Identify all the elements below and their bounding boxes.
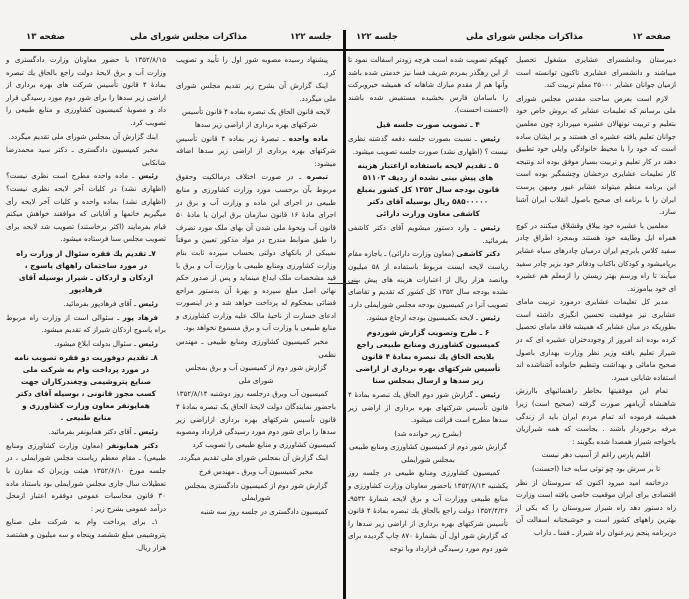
left-page-column-right — [176, 54, 336, 519]
paragraph — [348, 312, 508, 325]
paragraph-text: مخبر کمیسیون دادگستری ـ دکتر سید محمدرضا شانکابی — [6, 145, 166, 167]
paragraph — [6, 426, 166, 439]
paragraph-text: مدیر کل تعلیمات عشایری درمورد تربیت مامای عشایری نیز موفقیت تحسین انگیزی داشته است بطوریکه در میان عشایر که همیشه فاقد مامای تحصیل کرده بوده اند امروز از وجوددختران عشیره ای که در شیراز تعلیم یافته وزیر نظر وزارت بهداری باصول صحیح مامائی و بهداشت وتنظیم خانواده آشناشده اند استفاده شایانی میبرد. — [516, 297, 676, 382]
paragraph-text: ـ آقای دکتر همایونفر بفرمائید. — [48, 427, 139, 437]
speaker-name: رئیس — [480, 223, 500, 233]
paragraph-text: گزارش شور دوم از کمیسیون آب و برق بمجلس شورای ملی — [185, 363, 327, 385]
paragraph — [348, 428, 508, 441]
page-header — [346, 32, 689, 46]
paragraph — [516, 385, 676, 448]
right-page-column-left — [348, 54, 508, 557]
paragraph-text: تمام این موفقیتها بخاطر راهنمائیهای باارزش شاهنشاه آریامهر صورت گرفته (صحیح است) زیرا همیشه فرموده اند تمام مردم ایران باید از زندگی مرفه برخوردار باشند . بجاست که همه شیرازیان باخواجه شیراز همصدا شده بگویند : — [516, 386, 676, 446]
right-page-column-right — [516, 54, 676, 541]
paragraph — [6, 440, 166, 516]
speaker-name: ماده واحده — [288, 133, 328, 143]
paragraph — [6, 144, 166, 169]
section-heading — [12, 352, 160, 424]
paragraph — [6, 312, 166, 337]
page-number: صفحه ۱۲ — [632, 32, 671, 42]
paragraph-text: معلمین با عشیره خود ییلاق وقشلاق میکنند در کوچ همراه ایل وطایفه خود هستند وبمجرد اطراق چادر سفید کلاس بابرچم ایران درمیان چادرهای سیاه عشایر برپامیشود و کودکان باکتاب ودفاتر خود بزیر چادر سفید میآیند تا راه ورسم بهتر زیستن را ازمعلم هم عشیره ای خود بیاموزند. — [516, 220, 676, 293]
paragraph — [176, 133, 336, 171]
left-page — [0, 0, 343, 599]
paragraph — [6, 170, 166, 246]
header-rule — [346, 49, 664, 51]
paragraph — [516, 93, 676, 219]
paragraph-text: (بشرح زیر خوانده شد) — [394, 428, 462, 438]
paragraph — [176, 506, 336, 519]
paragraph-text: کههکم تصویب شده است هرچه زودتر اسفالت نمود تا از این رهگذر بمردم شریف فسا نیز خدمتی شده باشد وآنها هم از مقدم مبارك شاهانه که همیشه خیروبرکت را باسامان فارس بخشیده مستفیض شده باشند (احسنت احسنت). — [348, 55, 508, 115]
speaker-name: تبصره — [306, 172, 328, 182]
speaker-name: رئیس — [480, 389, 500, 399]
running-title: مذاکرات مجلس شورای ملی — [130, 32, 248, 42]
paragraph-text: کمیسیون دادگستری در جلسه روز سه شنبه — [200, 506, 328, 516]
paragraph-text: گزارش شور دوم از کمیسیون کشاورزی ومنابع طبیعی بمجلس شورایملی — [349, 442, 507, 464]
section-heading — [354, 119, 502, 131]
paragraph — [516, 463, 676, 476]
paragraph-text: (معاون وزارت دارائی) ـ باجازه مقام ریاست لایحه ایست مربوط باستفاده از ۵۸ میلیون وپانصد هزار ریال از اعتبارات هزینه های پیش بینی نشده بودجه سال ۱۳۵۲ کل کشور که تقدیم و تقاضای تصویب آنرا در کمیسیون بودجه مجلس شورایملی دارد. — [348, 249, 509, 309]
paragraph — [348, 389, 508, 427]
paragraph-text: ۵ ـ تقدیم لایحه باستفاده ازاعتبار هزینه های پیش بینی نشده از ردیف ۵۱۱۰۳ قانون بودجه سال ۱۳۵۲ کل کشور بمبلغ ۵۸۵۰۰۰۰۰ ریال بوسیله آقای دکتر کاشفی معاون وزارت دارائی — [356, 161, 500, 219]
paragraph — [176, 336, 336, 361]
speaker-name: رئیس — [138, 171, 158, 181]
paragraph-text: ـ نسبت بصورت جلسه دفعه گذشته نظری نیست ؟ (اظهاری نشد) صورت جلسه تصویب میشود. — [348, 133, 508, 156]
paragraph-text: پیشنهاد رسیده مصوبه شور اول را تأیید و تصویب کرد. — [176, 55, 336, 77]
paragraph — [348, 467, 508, 555]
paragraph-text: ۸ـ تقدیم دوفوریت دو فقره تصویب نامه در مورد پرداخت وام به شرکت ملی صنایع پتروشیمی وچغندرکاران جهت کسب مجوز قانونی ، بوسیله آقای دکتر همایونفر معاون وزارت کشاورزی و منابع طبیعی . — [14, 353, 158, 423]
paragraph-text: ـ وارد دستور میشویم آقای دکتر کاشفی بفرمائید. — [348, 223, 508, 245]
paragraph-text: ـ ماده واحده مطرح است نظری نیست؟ (اظهاری نشد) در کلیات آخر لایحه نظری نیست؟ (اظهاری نشد) بماده واحده و کلیات آخر لایحه رأی میگیریم خانمها و آقایانی که موافقند خواهش میکنم قیام بفرمایند (اکثر برخاستند) تصویب شد لایحه برای تصویب مجلس سنا فرستاده میشود. — [6, 171, 166, 244]
paragraph-text: کمیسیون آب وبرق درجلسه روز دوشنبه ۱۳۵۲/۸/۱۴ باحضور نمایندگان دولت لایحهٔ الحاق یک تبصره بمادهٔ ۴ قانون تأسیس شرکتهای بهره برداری ازاراضی زیر سدها را برای شور دوم مورد رسیدگی قرارداد ومصوبه کمیسیون کشاورزی و منابع طبیعی را تصویب کرد — [176, 389, 336, 449]
speaker-name: رئیس — [138, 298, 158, 308]
left-page-column-left — [6, 54, 166, 555]
session-number: جلسه ۱۲۲ — [290, 32, 332, 42]
paragraph-text: لایحه قانون الحاق یک تبصره بماده ۴ قانون تأسیس شرکتهای بهره برداری از اراضی زیر سدها — [181, 107, 331, 129]
section-heading — [354, 327, 502, 387]
paragraph-text: اینك گزارش آن بمجلس شورای ملی تقدیم میگردد. — [8, 131, 158, 141]
paragraph-text: ۶ ـ طرح وتصویب گزارش شوردوم کمیسیون کشاورزی ومنابع طبیعی راجع بلایحه الحاق یك تبصره بمادهٔ ۴ قانون تأسیس شرکتهای بهره برداری از اراضی زیر سدها و ارسال بمجلس سنا — [355, 327, 501, 385]
speaker-name: رئیس — [480, 133, 500, 143]
page-header — [0, 32, 343, 46]
paragraph — [516, 296, 676, 384]
speaker-name: دکتر کاشفی — [456, 249, 500, 259]
paragraph-text: ـ گزارش شور دوم الحاق یك تبصره بمادهٔ ۴ قانون تأسیس شرکتهای بهره برداری از اراضی زیر سدها مطرح است قرائت میشود. — [348, 389, 508, 425]
paragraph-text: تا بر سرش بود چو توئی سایه خدا (احسنت) — [531, 464, 661, 473]
paragraph — [516, 477, 676, 540]
right-page — [346, 0, 689, 599]
paragraph — [516, 54, 676, 92]
section-heading — [354, 160, 502, 220]
paragraph-text: ـ لایحه بکمیسیون بودجه ارجاع میشود. — [366, 313, 481, 323]
paragraph-text: مخبر کمیسیون آب وبرق ـ مهندس فرخ — [199, 467, 313, 476]
paragraph-text: ۱ـ برای پرداخت وام به شرکت ملی صنایع پتروشیمی مبلغ ششصد وپنجاه و سه میلیون و هشتصد هزار ریال. — [6, 517, 166, 552]
paragraph — [176, 480, 336, 505]
paragraph-text: اینک گزارش آن بشرح زیر تقدیم مجلس شورای ملی میگردد. — [176, 81, 336, 103]
paragraph-text: ـ سئوال بدولت ابلاغ میشود. — [54, 338, 139, 348]
paragraph — [6, 298, 166, 311]
paragraph-text: اینک گزارش آن بمجلس شورای ملی تقدیم میگردد. — [178, 453, 328, 463]
speaker-name: رئیس — [138, 338, 158, 348]
speaker-name: رئیس — [138, 427, 158, 437]
running-title: مذاکرات مجلس شورای ملی — [466, 32, 584, 42]
paragraph — [176, 388, 336, 451]
page-number: صفحه ۱۳ — [26, 32, 65, 42]
paragraph — [348, 222, 508, 247]
paragraph — [176, 362, 336, 387]
paragraph-text: گزارش شور دوم از کمیسیون دادگستری بمجلس شورایملی — [184, 480, 328, 503]
paragraph-text: ـ تبصرهٔ زیر بماده ۴ قانون تأسیس شرکتهای بهره برداری از اراضی زیر سدها اضافه میشود: — [176, 133, 336, 168]
paragraph-text: ـ در صورت اختلاف درمالکیت وحقوق مربوط بآن برحسب مورد وزارت کشاورزی و منابع طبیعی در اجرای این ماده و وزارت آب و برق در اجرای مادهٔ ۱۶ قانون سازمان برق ایران یا مادهٔ ۵۰ قانون آب ونحوهٔ ملی شدن آن بهای ملک مورد تصرف را طبق ضوابط مندرج در مواد مذکور تعیین و موقتاً نمیبکی از بانکهای دولتی بحساب سپرده ثابت بنام وزارت کشاورزی ومنابع طبیعی یا وزارت آب و برق با قید مشخصات ملک ایداع مینماید و پس از صدور حکم نهائی اصل مبلغ سپرده و بهرهٔ آن بدستور مراجع قضائی بمحکوم له پرداخت خواهد شد و در اینصورت ادعای خسارت از ناحیهٔ مالک علیه وزارت کشاورزی و منابع طبیعی یا وزارت آب و برق مسموع نخواهد بود. — [176, 172, 336, 333]
section-heading — [12, 248, 160, 296]
paragraph-text: ۴ ـ تصویب صورت جلسه قبل — [376, 119, 480, 129]
paragraph-text: ـ سئوالی است از وزارت راه مربوط براه یاسوج اردکان شیراز که تقدیم میشود. — [6, 312, 166, 335]
paragraph-text: ـ آقای فرهادپور بفرمائید. — [63, 298, 139, 308]
paragraph — [6, 54, 166, 130]
paragraph-text: مخبر کمیسیون کشاورزی ومنابع طبیعی ـ مهندس نظمی — [176, 337, 336, 359]
paragraph — [176, 171, 336, 335]
paragraph-text: لازم است بعرض ساحت مقدس مجلس شورای ملی برسانم که تعلیمات عشایر که بروش خاص خود بتعلیم و تربیت نونهالان عشیره میپردازد چون معلمین جوانان تعلیم یافته عشیره ای هستند و بر ایشان ساده است که خود را با محیط خانوادگی وایلی خود تطبیق دهند در کار تعلیم و تربیت بسیار موفق بوده اند ونتیجه کار تعلیمات عشایری درخشان وچشمگیر بوده است این برنامه منظم میتواند عشایر غیور ومیهن پرست ایران را با برنامه ای صحیح باصول انقلاب ایران آشنا سازد. — [516, 93, 676, 217]
paragraph — [516, 449, 676, 462]
session-number: جلسه ۱۲۲ — [356, 32, 398, 42]
paragraph — [176, 466, 336, 479]
paragraph — [176, 80, 336, 105]
paragraph-text: (معاون وزارت کشاورزی ومنابع طبیعی) ـ مقام معظم ریاست مجلس شورایملی ، در جلسه مورخ ۱۳۵۲/۶/۱۰ هیئت وزیران که مقارن با تعطیلات سال جاری مجلس شورایملی بود باستناد ماده ۳۰ قانون محاسبات عمومی دوفقره اعتبار ازمحل درآمد عمومی بشرح زیر : — [6, 440, 166, 513]
paragraph — [348, 248, 508, 311]
paragraph-text: اقلیم پارس راغم از آسیب دهر نیست — [541, 450, 651, 460]
paragraph — [6, 516, 166, 554]
paragraph — [6, 131, 166, 144]
paragraph — [348, 133, 508, 158]
header-rule — [20, 49, 343, 51]
paragraph — [516, 220, 676, 296]
paragraph — [176, 106, 336, 131]
paragraph — [176, 54, 336, 79]
paragraph-text: دبیرستان ودانشسرای عشایری مشغول تحصیل میباشند و دانشسرای عشایری تاکنون توانسته است ازمیان جوانان عشایر ۲۵۰۰۰ معلم تربیت کند. — [516, 55, 676, 90]
paragraph — [176, 452, 336, 465]
paragraph-text: کمیسیون کشاورزی ومنابع طبیعی در جلسه روز یکشنبه ۱۳۵۲/۸/۱۳ باحضور معاونان وزارت کشاورزی و منابع طبیعی ووزارت آب و برق لایحه شمارهٔ ۹۵۳۲ـ ۱۳۵۲/۴/۲۶ دولت راجع بالحاق یك تبصره بمادهٔ ۴ قانون تأسیس شرکتهای بهره برداری از اراضی زیر سدها را که گزارش شور اول آن بشمارهٔ ۸۷۰ چاپ گردیده برای شور دوم مورد رسیدگی قرارداد وبا توجه — [348, 468, 509, 554]
speaker-name: فرهاد پور — [122, 312, 158, 322]
paragraph-text: درخاتمه امید میرود اکنون که سروستان از نظر اقتصادی برای ایران موقعیت خاصی یافته است وزارت راه دستور دهد راه شیراز سروستان را که یکی از بهترین راههای کشور است و خوشبختانه اسفالت آن دربرنامه پنجم زیرعنوان راه شیراز ـ فسا ـ داراب — [516, 477, 676, 537]
paragraph — [348, 441, 508, 466]
paragraph — [348, 54, 508, 117]
speaker-name: دکتر همایونفر — [106, 440, 158, 450]
paragraph — [6, 338, 166, 351]
paragraph-text: ۷ـ تقدیم یك فقره سئوال از وزارت راه در مورد ساختمان راههای یاسوج ، اردکان و اردکان ـ شیراز بوسیله آقای فرهادپور — [16, 248, 156, 294]
speaker-name: رئیس — [480, 313, 500, 323]
paragraph-text: ۱۳۵۲/۸/۱۵ با حضور معاونان وزارت دادگستری و وزارت آب و برق لایحهٔ دولت راجع بالحاق یك تبصره بمادهٔ ۴ قانون تأسیس شرکت های بهره برداری از اراضی زیر سدها را برای شور دوم مورد رسیدگی قرار داد و مصوبهٔ کمیسیون کشاورزی و منابع طبیعی را تصویب کرد. — [6, 55, 167, 127]
